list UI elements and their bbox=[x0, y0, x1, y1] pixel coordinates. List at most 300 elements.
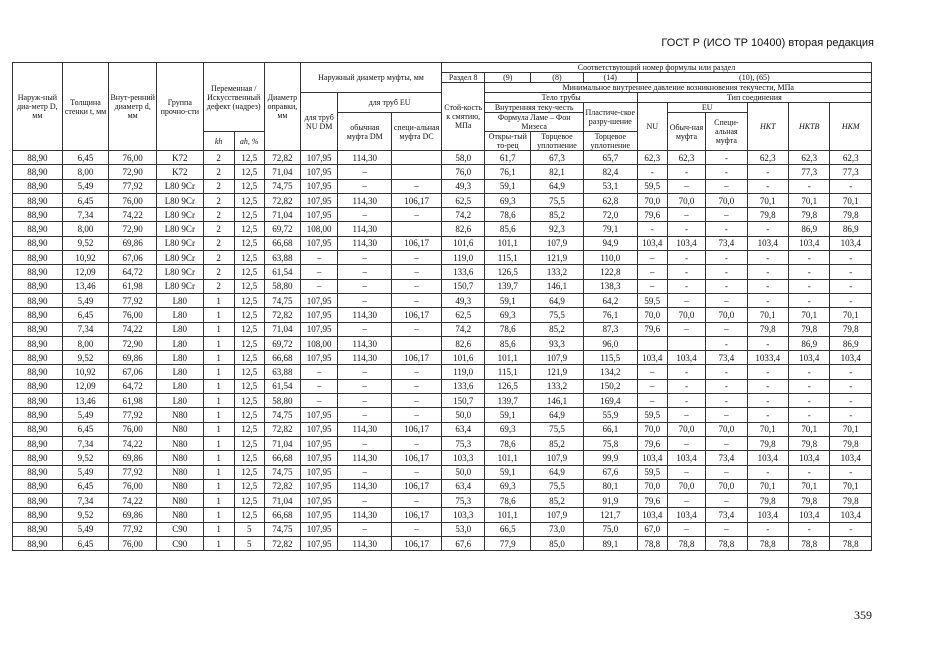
table-cell: – bbox=[667, 408, 705, 422]
table-cell: 103,4 bbox=[747, 236, 788, 250]
table-cell: - bbox=[747, 365, 788, 379]
table-cell: L80 bbox=[157, 308, 204, 322]
table-cell: 70,0 bbox=[667, 479, 705, 493]
table-cell: 114,30 bbox=[338, 351, 392, 365]
table-cell: - bbox=[789, 394, 830, 408]
table-cell: 73,4 bbox=[706, 351, 747, 365]
table-cell: - bbox=[747, 394, 788, 408]
table-cell: – bbox=[338, 408, 392, 422]
table-cell: 72,82 bbox=[264, 422, 300, 436]
table-cell: 103,4 bbox=[667, 508, 705, 522]
table-cell: 79,8 bbox=[830, 436, 872, 450]
table-cell: – bbox=[301, 279, 338, 293]
table-cell: - bbox=[747, 251, 788, 265]
table-cell: 62,3 bbox=[747, 151, 788, 165]
table-cell: – bbox=[392, 179, 442, 193]
table-row bbox=[13, 165, 872, 179]
table-cell: 70,0 bbox=[667, 422, 705, 436]
table-cell: 73,4 bbox=[706, 236, 747, 250]
table-cell: 70,1 bbox=[830, 193, 872, 207]
table-cell: – bbox=[667, 436, 705, 450]
table-cell: 1 bbox=[203, 293, 234, 307]
table-cell: 61,7 bbox=[485, 151, 531, 165]
table-cell: - bbox=[830, 279, 872, 293]
table-cell: 1 bbox=[203, 379, 234, 393]
table-cell: 1 bbox=[203, 436, 234, 450]
table-cell: 103,4 bbox=[830, 236, 872, 250]
table-cell: 59,1 bbox=[485, 179, 531, 193]
col-defect: Переменная /Искусственный дефект (надрез) bbox=[203, 63, 264, 132]
table-cell: 67,0 bbox=[637, 522, 667, 536]
table-cell: 78,8 bbox=[706, 537, 747, 551]
table-cell: - bbox=[706, 265, 747, 279]
table-cell: 88,90 bbox=[13, 465, 63, 479]
table-cell: – bbox=[667, 465, 705, 479]
table-cell: 106,17 bbox=[392, 351, 442, 365]
table-cell: 114,30 bbox=[338, 451, 392, 465]
table-cell: 62,3 bbox=[637, 151, 667, 165]
table-body bbox=[13, 151, 872, 551]
table-cell: 79,8 bbox=[747, 208, 788, 222]
table-cell: 73,0 bbox=[531, 522, 584, 536]
table-cell: 76,00 bbox=[109, 537, 157, 551]
table-cell: 94,9 bbox=[583, 236, 637, 250]
table-cell: 88,90 bbox=[13, 222, 63, 236]
table-cell: 88,90 bbox=[13, 408, 63, 422]
table-cell: 72,0 bbox=[583, 208, 637, 222]
table-cell: 85,2 bbox=[531, 322, 584, 336]
table-cell: 1 bbox=[203, 322, 234, 336]
table-cell: 74,2 bbox=[441, 322, 485, 336]
table-cell: 107,9 bbox=[531, 508, 584, 522]
table-cell: 78,6 bbox=[485, 322, 531, 336]
table-cell: 86,9 bbox=[830, 222, 872, 236]
table-cell: 64,72 bbox=[109, 265, 157, 279]
table-cell: – bbox=[338, 522, 392, 536]
table-cell: 76,00 bbox=[109, 422, 157, 436]
table-cell: 59,5 bbox=[637, 293, 667, 307]
table-cell: 79,8 bbox=[747, 436, 788, 450]
col-outer-diameter: Наруж-ный диа-метр D, мм bbox=[13, 63, 63, 151]
table-cell: 121,9 bbox=[531, 251, 584, 265]
table-cell: – bbox=[637, 379, 667, 393]
table-cell: 107,95 bbox=[301, 193, 338, 207]
table-cell: 69,72 bbox=[264, 336, 300, 350]
table-cell: 6,45 bbox=[62, 308, 109, 322]
table-cell: 88,90 bbox=[13, 436, 63, 450]
table-cell: 107,95 bbox=[301, 465, 338, 479]
table-cell: - bbox=[706, 251, 747, 265]
table-cell: 115,1 bbox=[485, 365, 531, 379]
table-cell: 107,9 bbox=[531, 236, 584, 250]
table-cell: – bbox=[338, 293, 392, 307]
table-cell: – bbox=[637, 251, 667, 265]
table-cell: 69,86 bbox=[109, 508, 157, 522]
table-row bbox=[13, 279, 872, 293]
table-cell bbox=[392, 336, 442, 350]
table-cell: 12,5 bbox=[234, 222, 264, 236]
table-cell: 66,68 bbox=[264, 508, 300, 522]
table-row bbox=[13, 208, 872, 222]
col-wall-thickness: Толщина стенки t, мм bbox=[62, 63, 109, 151]
table-cell: 7,34 bbox=[62, 494, 109, 508]
table-cell: – bbox=[338, 279, 392, 293]
table-cell: 12,5 bbox=[234, 165, 264, 179]
table-cell: C90 bbox=[157, 537, 204, 551]
table-cell: 75,5 bbox=[531, 193, 584, 207]
table-cell: 9,52 bbox=[62, 351, 109, 365]
table-cell: 53,0 bbox=[441, 522, 485, 536]
table-cell: 78,8 bbox=[789, 537, 830, 551]
table-cell: 49,3 bbox=[441, 293, 485, 307]
table-cell: 106,17 bbox=[392, 308, 442, 322]
table-cell: 126,5 bbox=[485, 379, 531, 393]
table-cell: 1 bbox=[203, 522, 234, 536]
table-cell: 88,90 bbox=[13, 322, 63, 336]
table-cell: N80 bbox=[157, 408, 204, 422]
table-cell: 77,92 bbox=[109, 293, 157, 307]
table-cell: 75,0 bbox=[583, 522, 637, 536]
table-cell: N80 bbox=[157, 451, 204, 465]
table-cell: 88,90 bbox=[13, 308, 63, 322]
table-cell: 88,90 bbox=[13, 365, 63, 379]
table-cell: 63,88 bbox=[264, 251, 300, 265]
table-cell: - bbox=[830, 365, 872, 379]
table-cell: 79,8 bbox=[789, 494, 830, 508]
table-row bbox=[13, 522, 872, 536]
table-cell: 12,5 bbox=[234, 322, 264, 336]
table-cell: 107,95 bbox=[301, 494, 338, 508]
table-cell: - bbox=[789, 408, 830, 422]
table-row bbox=[13, 251, 872, 265]
table-cell: 121,7 bbox=[583, 508, 637, 522]
table-cell: 70,1 bbox=[789, 308, 830, 322]
table-row bbox=[13, 451, 872, 465]
table-cell: 12,5 bbox=[234, 408, 264, 422]
table-cell: 5,49 bbox=[62, 179, 109, 193]
table-cell: 103,4 bbox=[789, 508, 830, 522]
table-cell: 58,80 bbox=[264, 279, 300, 293]
table-cell: 1 bbox=[203, 451, 234, 465]
table-cell: 101,1 bbox=[485, 451, 531, 465]
table-cell: – bbox=[667, 293, 705, 307]
table-cell: 64,9 bbox=[531, 408, 584, 422]
table-cell: 85,0 bbox=[531, 537, 584, 551]
table-cell: – bbox=[301, 251, 338, 265]
col-nktv: НКТВ bbox=[789, 103, 830, 151]
table-cell: 1 bbox=[203, 508, 234, 522]
table-cell: 88,90 bbox=[13, 522, 63, 536]
table-cell: 103,4 bbox=[667, 451, 705, 465]
table-cell: 12,5 bbox=[234, 265, 264, 279]
table-cell: 78,8 bbox=[667, 537, 705, 551]
table-cell: N80 bbox=[157, 508, 204, 522]
table-cell: 1 bbox=[203, 422, 234, 436]
table-cell: – bbox=[301, 394, 338, 408]
table-cell: 67,6 bbox=[441, 537, 485, 551]
table-cell: K72 bbox=[157, 151, 204, 165]
table-cell: 64,9 bbox=[531, 293, 584, 307]
table-cell: 12,5 bbox=[234, 336, 264, 350]
col-plastic-failure: Пластиче-ское разру-шение bbox=[583, 103, 637, 132]
table-cell: 79,6 bbox=[637, 494, 667, 508]
table-cell: 88,90 bbox=[13, 379, 63, 393]
table-cell: 150,7 bbox=[441, 279, 485, 293]
table-cell: 12,5 bbox=[234, 422, 264, 436]
table-cell: 7,34 bbox=[62, 436, 109, 450]
col-special-coupling: специ-альная муфта DC bbox=[392, 113, 442, 151]
table-cell: - bbox=[747, 408, 788, 422]
table-cell: - bbox=[830, 522, 872, 536]
table-cell: 61,54 bbox=[264, 379, 300, 393]
table-cell: 67,06 bbox=[109, 251, 157, 265]
table-cell: 119,0 bbox=[441, 365, 485, 379]
col-kh: kh bbox=[203, 132, 234, 151]
table-cell: 55,9 bbox=[583, 408, 637, 422]
table-cell: – bbox=[338, 179, 392, 193]
table-cell: 76,1 bbox=[583, 308, 637, 322]
table-cell: 150,2 bbox=[583, 379, 637, 393]
table-cell: 1 bbox=[203, 465, 234, 479]
table-cell: – bbox=[338, 322, 392, 336]
table-cell: 146,1 bbox=[531, 394, 584, 408]
table-cell: – bbox=[392, 279, 442, 293]
table-cell: 85,6 bbox=[485, 336, 531, 350]
table-cell: 73,4 bbox=[706, 451, 747, 465]
table-cell: 107,95 bbox=[301, 522, 338, 536]
table-cell: L80 bbox=[157, 394, 204, 408]
table-cell: 106,17 bbox=[392, 508, 442, 522]
table-cell: 12,5 bbox=[234, 436, 264, 450]
table-cell: - bbox=[747, 465, 788, 479]
table-cell: 62,5 bbox=[441, 193, 485, 207]
table-cell: 114,30 bbox=[338, 236, 392, 250]
table-cell: 12,5 bbox=[234, 308, 264, 322]
table-cell: 101,6 bbox=[441, 351, 485, 365]
table-cell: – bbox=[301, 379, 338, 393]
table-cell: 1 bbox=[203, 336, 234, 350]
table-row bbox=[13, 336, 872, 350]
table-cell: 89,1 bbox=[583, 537, 637, 551]
table-cell: 107,95 bbox=[301, 451, 338, 465]
table-cell bbox=[392, 165, 442, 179]
table-cell: 73,4 bbox=[706, 508, 747, 522]
table-row bbox=[13, 479, 872, 493]
table-cell: 6,45 bbox=[62, 151, 109, 165]
table-cell: - bbox=[747, 279, 788, 293]
table-cell: 63,88 bbox=[264, 365, 300, 379]
table-row bbox=[13, 222, 872, 236]
table-cell: 70,0 bbox=[637, 308, 667, 322]
table-cell: - bbox=[747, 265, 788, 279]
page-number: 359 bbox=[854, 608, 872, 622]
table-cell: 101,6 bbox=[441, 236, 485, 250]
table-cell: 88,90 bbox=[13, 479, 63, 493]
col-end-seal-plastic: Торцевое уплотнение bbox=[583, 132, 637, 151]
table-cell: – bbox=[338, 436, 392, 450]
table-cell: 5 bbox=[234, 522, 264, 536]
table-cell: N80 bbox=[157, 479, 204, 493]
col-inner-diameter: Внут-ренний диаметр d, мм bbox=[109, 63, 157, 151]
table-cell: 70,1 bbox=[830, 422, 872, 436]
table-cell: K72 bbox=[157, 165, 204, 179]
col-eu-special: Специ-альная муфта bbox=[706, 113, 747, 151]
table-cell: L80 bbox=[157, 293, 204, 307]
table-cell: – bbox=[637, 279, 667, 293]
table-cell: - bbox=[747, 522, 788, 536]
table-cell: 70,0 bbox=[667, 193, 705, 207]
table-cell: 59,5 bbox=[637, 408, 667, 422]
table-cell: 6,45 bbox=[62, 193, 109, 207]
table-cell: 103,4 bbox=[747, 451, 788, 465]
table-cell: 64,72 bbox=[109, 379, 157, 393]
table-cell: 88,90 bbox=[13, 236, 63, 250]
table-cell: - bbox=[830, 465, 872, 479]
table-cell: 1 bbox=[203, 394, 234, 408]
table-cell: 80,1 bbox=[583, 479, 637, 493]
table-cell: 58,80 bbox=[264, 394, 300, 408]
table-cell: 9,52 bbox=[62, 508, 109, 522]
table-cell: 12,5 bbox=[234, 236, 264, 250]
table-cell: - bbox=[830, 394, 872, 408]
table-cell: 77,9 bbox=[485, 537, 531, 551]
table-cell: 107,95 bbox=[301, 408, 338, 422]
table-cell: 70,1 bbox=[747, 422, 788, 436]
table-cell: 92,3 bbox=[531, 222, 584, 236]
table-cell: - bbox=[789, 265, 830, 279]
col-mandrel-diameter: Диаметр оправки, мм bbox=[264, 63, 300, 151]
table-cell: 133,6 bbox=[441, 265, 485, 279]
table-cell: 150,7 bbox=[441, 394, 485, 408]
table-cell: 101,1 bbox=[485, 508, 531, 522]
col-nu: NU bbox=[637, 103, 667, 151]
table-cell: 88,90 bbox=[13, 151, 63, 165]
table-cell: 71,04 bbox=[264, 436, 300, 450]
table-cell: – bbox=[338, 379, 392, 393]
table-cell: 10,92 bbox=[62, 251, 109, 265]
table-cell: 85,2 bbox=[531, 208, 584, 222]
table-cell: – bbox=[706, 179, 747, 193]
table-cell: – bbox=[392, 465, 442, 479]
table-cell bbox=[667, 336, 705, 350]
table-cell: 64,9 bbox=[531, 179, 584, 193]
table-cell: – bbox=[706, 408, 747, 422]
table-cell bbox=[637, 336, 667, 350]
table-cell: – bbox=[338, 251, 392, 265]
table-cell: 82,4 bbox=[583, 165, 637, 179]
table-row bbox=[13, 265, 872, 279]
table-cell: 133,6 bbox=[441, 379, 485, 393]
table-cell: 69,86 bbox=[109, 351, 157, 365]
table-row bbox=[13, 379, 872, 393]
table-cell: 74,22 bbox=[109, 208, 157, 222]
table-cell: 72,82 bbox=[264, 308, 300, 322]
table-cell: 70,1 bbox=[789, 193, 830, 207]
table-cell: 107,95 bbox=[301, 208, 338, 222]
table-cell: – bbox=[392, 293, 442, 307]
col-internal-yield: Внутренняя теку-честь bbox=[485, 103, 583, 113]
table-cell: 85,2 bbox=[531, 436, 584, 450]
table-cell: 79,6 bbox=[637, 208, 667, 222]
table-cell: – bbox=[392, 251, 442, 265]
table-cell bbox=[392, 222, 442, 236]
table-cell: - bbox=[706, 379, 747, 393]
table-cell: 103,4 bbox=[789, 451, 830, 465]
table-cell: 108,00 bbox=[301, 222, 338, 236]
table-cell: 79,1 bbox=[583, 222, 637, 236]
table-cell: 69,3 bbox=[485, 308, 531, 322]
table-cell: 88,90 bbox=[13, 279, 63, 293]
table-cell: 88,90 bbox=[13, 494, 63, 508]
table-cell: 72,82 bbox=[264, 151, 300, 165]
table-row bbox=[13, 436, 872, 450]
table-cell: - bbox=[747, 336, 788, 350]
table-cell: 74,22 bbox=[109, 436, 157, 450]
table-cell: 70,0 bbox=[706, 308, 747, 322]
table-cell: L80 9Cr bbox=[157, 251, 204, 265]
table-cell: 1 bbox=[203, 537, 234, 551]
table-cell: - bbox=[830, 408, 872, 422]
table-cell: - bbox=[667, 222, 705, 236]
col-regular-coupling: обычная муфта DM bbox=[338, 113, 392, 151]
table-cell: 76,0 bbox=[441, 165, 485, 179]
table-cell: 86,9 bbox=[789, 222, 830, 236]
col-connection-type: Тип соединения bbox=[637, 93, 871, 103]
table-cell: 103,4 bbox=[667, 351, 705, 365]
table-cell: 107,95 bbox=[301, 351, 338, 365]
table-cell: 114,30 bbox=[338, 508, 392, 522]
table-cell: N80 bbox=[157, 422, 204, 436]
col-pipe-body: Тело трубы bbox=[485, 93, 637, 103]
table-cell: C90 bbox=[157, 522, 204, 536]
table-cell: 107,95 bbox=[301, 322, 338, 336]
table-cell: L80 9Cr bbox=[157, 193, 204, 207]
table-cell: 74,22 bbox=[109, 322, 157, 336]
table-cell: 107,9 bbox=[531, 451, 584, 465]
table-cell: 79,8 bbox=[747, 322, 788, 336]
table-cell: 70,0 bbox=[706, 422, 747, 436]
table-cell: 75,3 bbox=[441, 436, 485, 450]
table-cell: 69,3 bbox=[485, 193, 531, 207]
table-cell: 72,82 bbox=[264, 479, 300, 493]
table-cell: 106,17 bbox=[392, 236, 442, 250]
col-min-pressure: Минимальное внутреннее давление возникновения текучести, МПа bbox=[485, 83, 872, 93]
table-cell: - bbox=[830, 379, 872, 393]
table-cell: - bbox=[706, 222, 747, 236]
table-cell: 106,17 bbox=[392, 422, 442, 436]
table-cell: – bbox=[637, 265, 667, 279]
table-cell: 103,4 bbox=[637, 451, 667, 465]
table-cell: 119,0 bbox=[441, 251, 485, 265]
table-cell: - bbox=[706, 394, 747, 408]
table-cell: 71,04 bbox=[264, 322, 300, 336]
table-cell: 134,2 bbox=[583, 365, 637, 379]
table-cell: 61,54 bbox=[264, 265, 300, 279]
col-conformity: Соответствующий номер формулы или раздел bbox=[441, 63, 871, 73]
table-cell: 12,5 bbox=[234, 193, 264, 207]
table-cell: 62,3 bbox=[667, 151, 705, 165]
table-cell: 88,90 bbox=[13, 451, 63, 465]
table-cell: 77,92 bbox=[109, 465, 157, 479]
table-cell: – bbox=[706, 522, 747, 536]
table-cell: 71,04 bbox=[264, 165, 300, 179]
table-cell: 99,9 bbox=[583, 451, 637, 465]
table-cell: 103,4 bbox=[830, 451, 872, 465]
table-cell: – bbox=[338, 265, 392, 279]
table-cell: 103,4 bbox=[747, 508, 788, 522]
table-cell: 53,1 bbox=[583, 179, 637, 193]
table-cell: - bbox=[747, 379, 788, 393]
